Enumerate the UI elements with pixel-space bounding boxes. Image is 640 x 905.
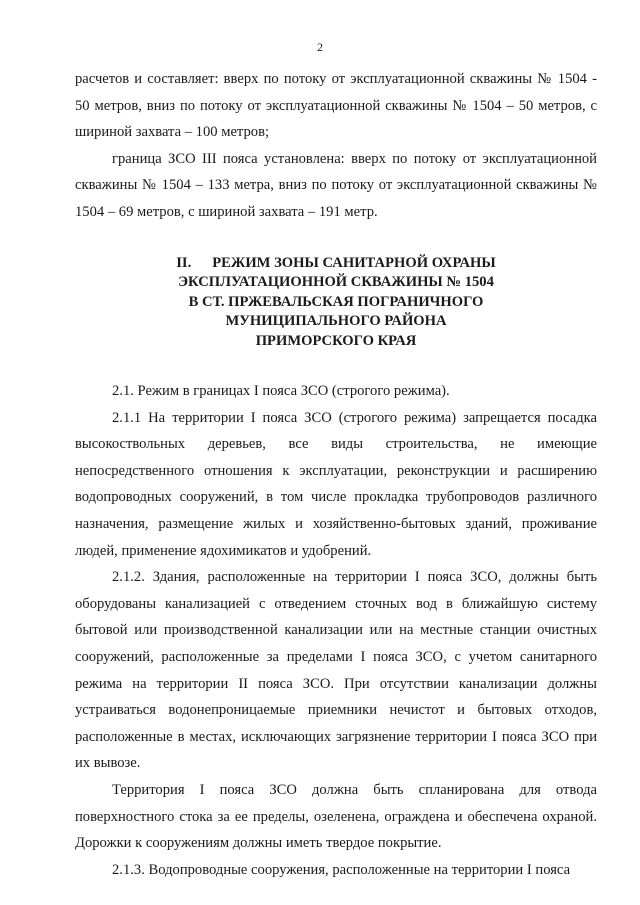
section-heading	[75, 254, 597, 352]
paragraph-territory: Территория I пояса ЗСО должна быть спланирована для отвода поверхностного стока за ее пределы, озеленена, ограждена и обеспечена охраной. Дорожки к сооружениям должны иметь твердое покрытие.	[75, 781, 597, 852]
paragraph-2-1: 2.1. Режим в границах I пояса ЗСО (строгого режима).	[112, 383, 450, 400]
paragraph-zso-ii-continuation: расчетов и составляет: вверх по потоку от эксплуатационной скважины № 1504 - 50 метров, вниз по потоку от эксплуатационной скважины № 1504 – 50 метров, с шириной захвата – 100 метров;	[75, 71, 597, 141]
heading-line-3: В СТ. ПРЖЕВАЛЬСКАЯ ПОГРАНИЧНОГО	[188, 293, 484, 310]
heading-line-2: ЭКСПЛУАТАЦИОННОЙ СКВАЖИНЫ № 1504	[178, 274, 494, 291]
page-number: 2	[317, 40, 323, 54]
paragraph-2-1-3: 2.1.3. Водопроводные сооружения, расположенные на территории I пояса	[112, 861, 571, 878]
section-number: II.	[176, 254, 192, 271]
paragraph-zso-iii-boundary: граница ЗСО III пояса установлена: вверх по потоку от эксплуатационной скважины № 1504 – 133 метра, вниз по потоку от эксплуатационной скважины № 1504 – 69 метров, с шириной захвата – 191 метр.	[75, 150, 597, 220]
document-body	[75, 66, 597, 883]
heading-line-1: II. РЕЖИМ ЗОНЫ САНИТАРНОЙ ОХРАНЫ	[75, 254, 597, 274]
heading-line-5: ПРИМОРСКОГО КРАЯ	[255, 332, 417, 349]
paragraph-2-1-2: 2.1.2. Здания, расположенные на территории I пояса ЗСО, должны быть оборудованы канализацией с отведением сточных вод в ближайшую систему бытовой или производственной канализации или на местные станции очистных сооружений, расположенные за пределами I пояса ЗСО, с учетом санитарного режима на территории II пояса ЗСО. При отсутствии канализации должны устраиваться водонепроницаемые приемники нечистот и бытовых отходов, расположенные в местах, исключающих загрязнение территории I пояса ЗСО при их вывозе.	[75, 569, 597, 772]
paragraph-2-1-1: 2.1.1 На территории I пояса ЗСО (строгого режима) запрещается посадка высокоствольных деревьев, все виды строительства, не имеющие непосредственного отношения к эксплуатации, реконструкции и расширению водопроводных сооружений, в том числе прокладка трубопроводов различного назначения, размещение жилых и хозяйственно-бытовых зданий, проживание людей, применение ядохимикатов и удобрений.	[75, 409, 597, 559]
heading-line-4: МУНИЦИПАЛЬНОГО РАЙОНА	[225, 313, 447, 330]
